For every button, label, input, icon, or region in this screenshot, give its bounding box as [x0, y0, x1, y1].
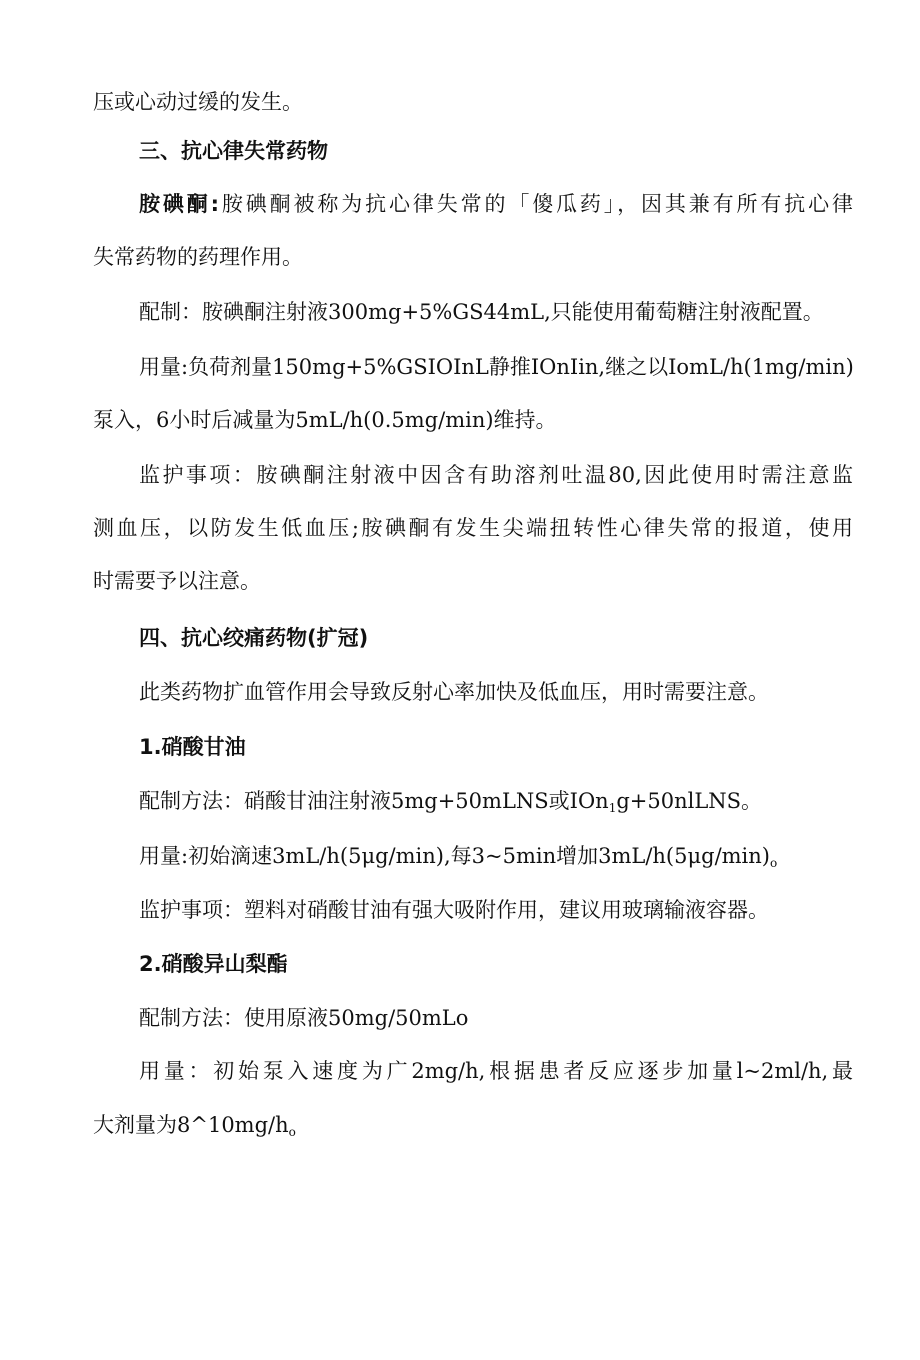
paragraph-amiodarone-monitoring-cont: 测血压，以防发生低血压;胺碘酮有发生尖端扭转性心律失常的报道，使用 [93, 516, 853, 540]
section-heading-antiarrhythmic: 三、抗心律失常药物 [139, 139, 328, 163]
paragraph-amiodarone-dosage-cont: 泵入，6小时后减量为5mL/h(0.5mg/min)维持。 [93, 408, 557, 432]
paragraph-nitroglycerin-dosage [139, 842, 853, 870]
paragraph-continuation: 压或心动过缓的发生。 [93, 90, 303, 114]
paragraph-amiodarone-monitoring: 监护事项：胺碘酮注射液中因含有助溶剂吐温80,因此使用时需注意监 [139, 463, 853, 487]
subheading-isosorbide-dinitrate: 2.硝酸异山梨酯 [139, 952, 288, 976]
paragraph-amiodarone-preparation: 配制：胺碘酮注射液300mg+5%GS44mL,只能使用葡萄糖注射液配置。 [139, 300, 824, 324]
max-dose-subscript: o [288, 1125, 296, 1139]
amiodarone-description: 胺碘酮被称为抗心律失常的「傻瓜药」，因其兼有所有抗心律 [219, 192, 853, 216]
paragraph-nitroglycerin-preparation [139, 787, 853, 815]
dosage-subscript: o [770, 856, 778, 870]
paragraph-isosorbide-preparation: 配制方法：使用原液50mg/50mLo [139, 1006, 469, 1030]
prep-text-b: g+50nlLNS。 [616, 789, 763, 813]
term-amiodarone: 胺碘酮: [139, 192, 220, 216]
paragraph-isosorbide-dosage: 用量：初始泵入速度为广2mg/h,根据患者反应逐步加量l~2ml/h,最 [139, 1059, 853, 1083]
section-heading-antianginal: 四、抗心绞痛药物(扩冠) [139, 626, 369, 650]
dosage-text: 用量:初始滴速3mL/h(5μg/min),每3~5min增加3mL/h(5μg/min) [139, 844, 770, 868]
paragraph-amiodarone-intro [93, 190, 853, 218]
prep-subscript: 1 [608, 801, 617, 815]
paragraph-amiodarone-dosage: 用量:负荷剂量150mg+5%GSIOInL静推IOnIin,继之以IomL/h(1mg/min) [139, 355, 854, 379]
paragraph-nitroglycerin-monitoring: 监护事项：塑料对硝酸甘油有强大吸附作用，建议用玻璃输液容器。 [139, 898, 769, 922]
paragraph-antianginal-intro: 此类药物扩血管作用会导致反射心率加快及低血压，用时需要注意。 [139, 680, 769, 704]
paragraph-amiodarone-monitoring-end: 时需要予以注意。 [93, 569, 261, 593]
paragraph-isosorbide-dosage-cont [93, 1111, 853, 1139]
paragraph-amiodarone-intro-cont: 失常药物的药理作用。 [93, 245, 303, 269]
max-dose-text: 大剂量为8^10mg/h [93, 1113, 289, 1137]
prep-text-a: 配制方法：硝酸甘油注射液5mg+50mLNS或IOn [139, 789, 609, 813]
subheading-nitroglycerin: 1.硝酸甘油 [139, 735, 246, 759]
